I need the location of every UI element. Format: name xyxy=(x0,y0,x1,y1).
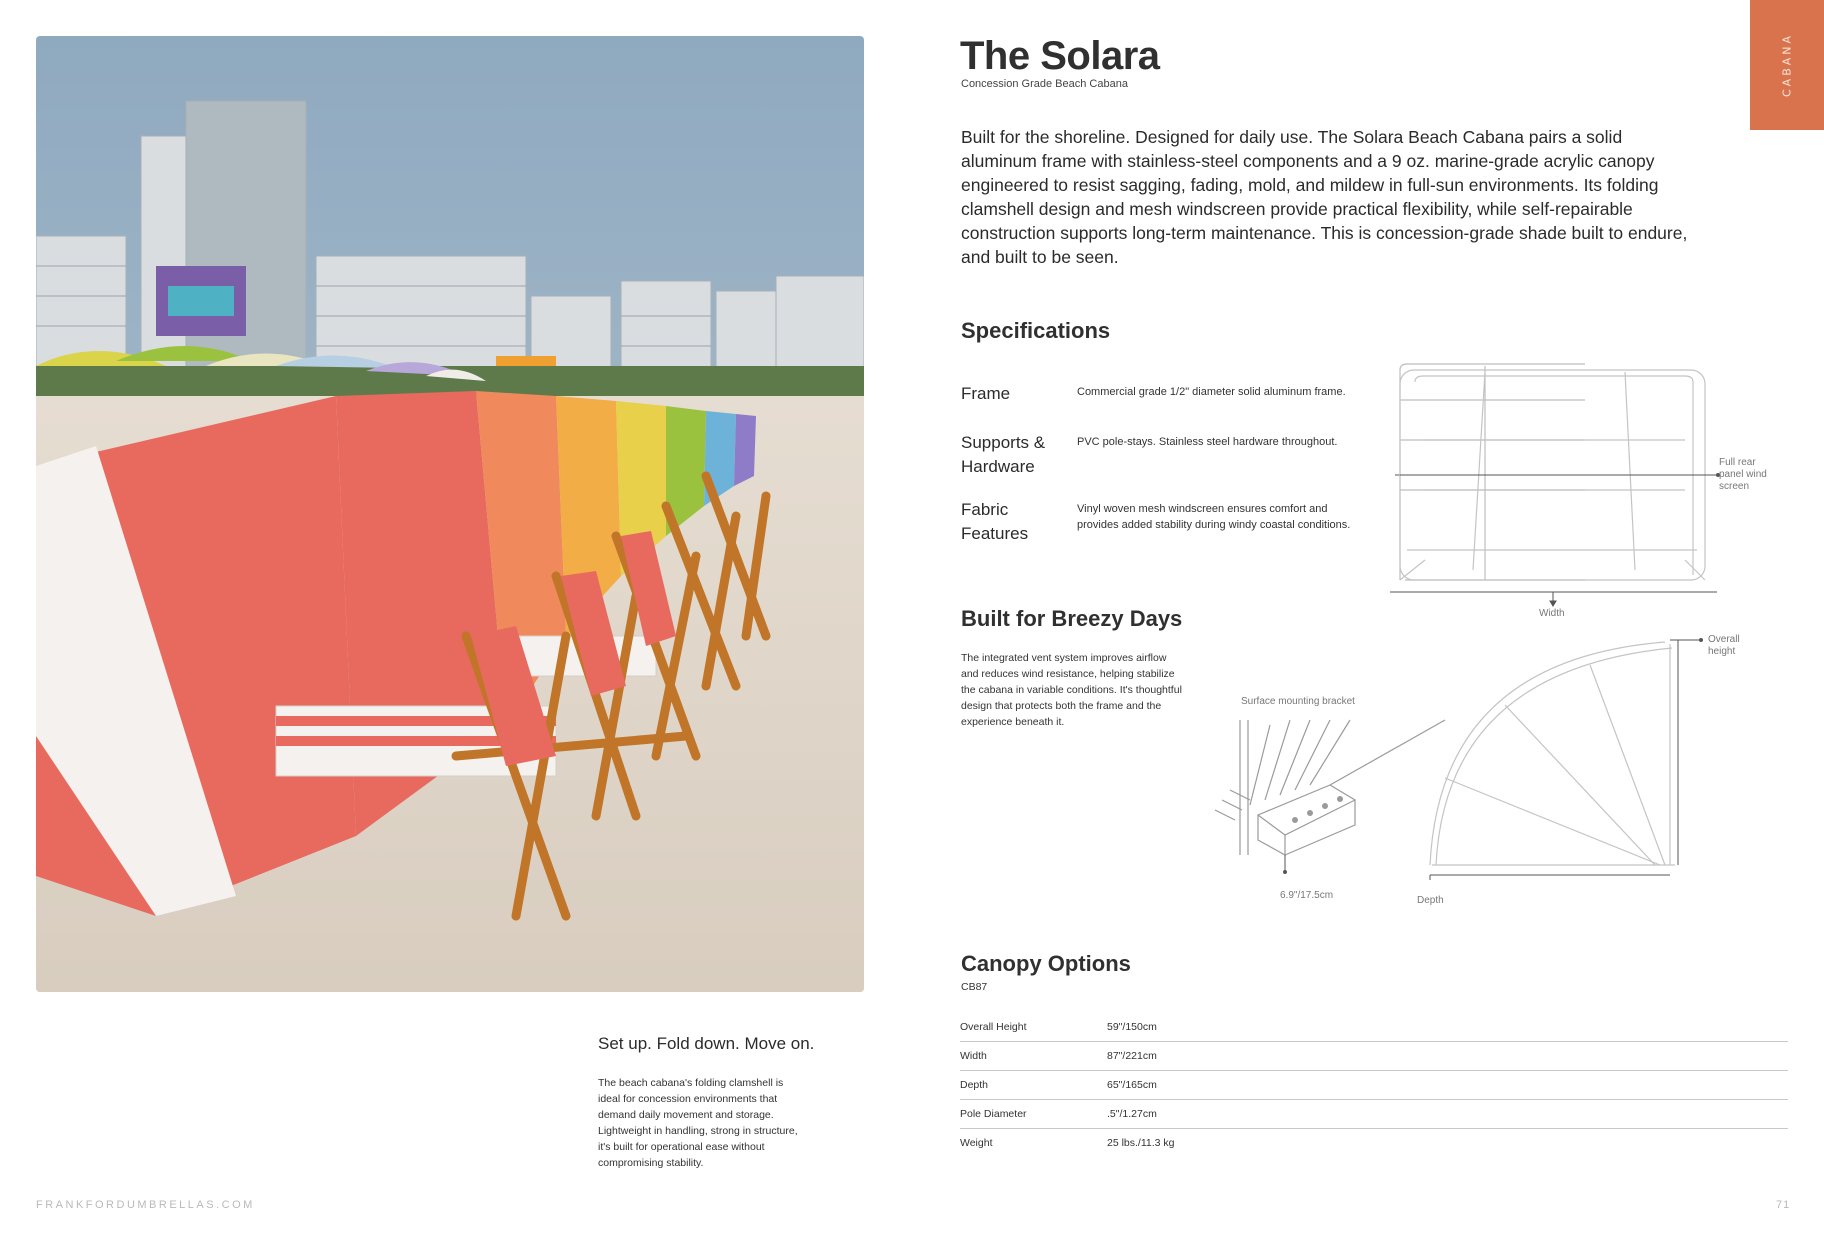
canopy-code: CB87 xyxy=(961,981,988,993)
beach-cabana-photo xyxy=(36,36,864,992)
width-label: Width xyxy=(1539,608,1565,619)
product-title: The Solara xyxy=(960,34,1160,78)
dim-value: 59"/150cm xyxy=(1107,1021,1157,1033)
specifications-heading: Specifications xyxy=(961,318,1111,343)
dim-key: Weight xyxy=(960,1137,993,1149)
page-number: 71 xyxy=(1776,1199,1791,1211)
spec-fabric-label: Fabric Features xyxy=(961,500,1029,543)
dimensions-table xyxy=(960,1013,1788,1157)
product-intro: Built for the shoreline. Designed for daily use. The Solara Beach Cabana pairs a solid aluminum frame with stainless-steel components and a 9 oz. marine-grade acrylic canopy engineered to resist sagging, fading, mold, and mildew in full-sun environments. Its folding clamshell design and mesh windscreen provide practical flexibility, while self-repairable construction supports long-term maintenance. This is concession-grade shade built to endure, and built to be seen. xyxy=(961,127,1688,267)
dim-value: 87"/221cm xyxy=(1107,1050,1157,1062)
bracket-dimension: 6.9"/17.5cm xyxy=(1280,890,1334,901)
dim-value: .5"/1.27cm xyxy=(1107,1108,1157,1120)
depth-label: Depth xyxy=(1417,895,1444,906)
windscreen-label: Full rear panel wind screen xyxy=(1719,457,1767,492)
section-tab xyxy=(1750,0,1824,130)
dim-key: Depth xyxy=(960,1079,989,1091)
spec-fabric-value: Vinyl woven mesh windscreen ensures comfort and provides added stability during windy coastal conditions. xyxy=(1077,503,1351,531)
caption-heading: Set up. Fold down. Move on. xyxy=(598,1034,815,1053)
table-row xyxy=(960,1100,1788,1129)
bracket-diagram xyxy=(1210,715,1450,885)
dim-key: Pole Diameter xyxy=(960,1108,1027,1120)
dim-value: 65"/165cm xyxy=(1107,1079,1157,1091)
spec-frame-value: Commercial grade 1/2" diameter solid aluminum frame. xyxy=(1077,386,1346,398)
product-subtitle: Concession Grade Beach Cabana xyxy=(961,78,1128,90)
dim-key: Overall Height xyxy=(960,1021,1027,1033)
section-tab-label: CABANA xyxy=(1780,32,1794,98)
bracket-label: Surface mounting bracket xyxy=(1241,696,1355,707)
frame-side-diagram xyxy=(1420,630,1720,880)
spec-supports-label: Supports & Hardware xyxy=(961,433,1046,476)
dim-key: Width xyxy=(960,1050,987,1062)
breezy-heading: Built for Breezy Days xyxy=(961,606,1183,631)
spec-supports-value: PVC pole-stays. Stainless steel hardware throughout. xyxy=(1077,436,1338,448)
table-row xyxy=(960,1129,1788,1157)
frame-front-diagram-full xyxy=(1385,360,1725,620)
table-row xyxy=(960,1013,1788,1042)
canopy-heading: Canopy Options xyxy=(961,951,1131,976)
spec-frame-label: Frame xyxy=(961,384,1011,403)
table-row xyxy=(960,1042,1788,1071)
caption-body: The beach cabana's folding clamshell is ideal for concession environments that demand daily movement and storage. Lightweight in handling, strong in structure, it's built for operational ease without compromising stability. xyxy=(598,1077,798,1169)
footer-url: FRANKFORDUMBRELLAS.COM xyxy=(36,1199,255,1211)
table-row xyxy=(960,1071,1788,1100)
dim-value: 25 lbs./11.3 kg xyxy=(1107,1137,1175,1149)
breezy-body: The integrated vent system improves airflow and reduces wind resistance, helping stabilize the cabana in variable conditions. It's thoughtful design that protects both the frame and the experience beneath it. xyxy=(961,652,1182,728)
height-label: Overall height xyxy=(1708,634,1740,657)
